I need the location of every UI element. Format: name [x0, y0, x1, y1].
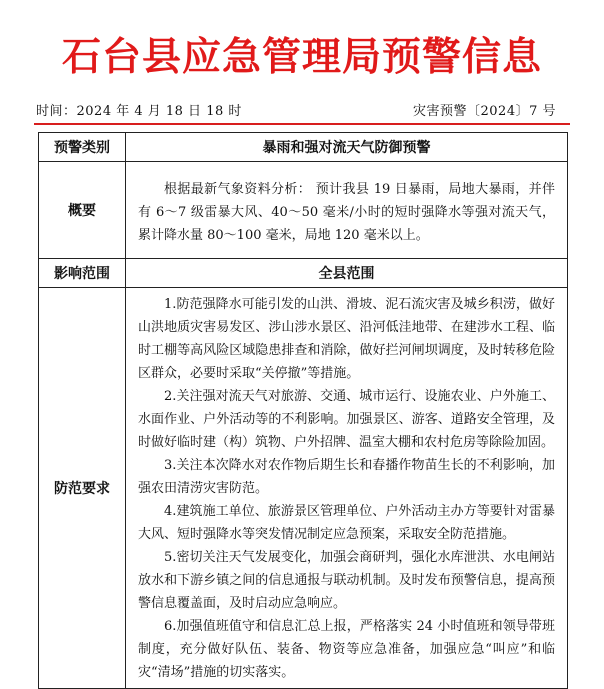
header-divider	[34, 123, 570, 125]
document-title: 石台县应急管理局预警信息	[61, 34, 542, 80]
measure-item: 5.密切关注天气发展变化，加强会商研判，强化水库泄洪、水电闸站放水和下游乡镇之间的信息通报与联动机制。及时发布预警信息，提高预警信息覆盖面，及时启动应急响应。	[138, 549, 555, 611]
category-label: 预警类别	[39, 133, 126, 162]
scope-value: 全县范围	[126, 259, 568, 288]
measures-cell	[126, 288, 568, 689]
scope-label: 影响范围	[39, 259, 126, 288]
measure-item: 2.关注强对流天气对旅游、交通、城市运行、设施农业、户外施工、水面作业、户外活动等的不利影响。加强景区、游客、道路安全管理，及时做好临时建（构）筑物、户外招牌、温室大棚和农村危房等除险加固。	[138, 388, 555, 450]
warning-table	[38, 132, 568, 689]
measures-label: 防范要求	[39, 288, 126, 689]
table-row-measures	[39, 288, 568, 689]
measure-item: 6.加强值班值守和信息汇总上报，严格落实 24 小时值班和领导带班制度，充分做好队伍、装备、物资等应急准备，加强应急“叫应”和临灾“清场”措施的切实落实。	[138, 618, 555, 680]
measure-item: 4.建筑施工单位、旅游景区管理单位、户外活动主办方等要针对雷暴大风、短时强降水等突发情况制定应急预案，采取安全防范措施。	[138, 503, 555, 542]
issue-number: 灾害预警〔2024〕7 号	[413, 104, 556, 119]
table-row-overview	[39, 162, 568, 259]
table-row-scope	[39, 259, 568, 288]
table-row-category	[39, 133, 568, 162]
overview-text: 根据最新气象资料分析： 预计我县 19 日暴雨，局地大暴雨，并伴有 6～7 级雷暴大风、40～50 毫米/小时的短时强降水等强对流天气，累计降水量 80～100 毫米，局地 120 毫米以上。	[138, 181, 555, 243]
overview-cell	[126, 162, 568, 259]
category-value: 暴雨和强对流天气防御预警	[126, 133, 568, 162]
overview-label: 概要	[39, 162, 126, 259]
measure-item: 1.防范强降水可能引发的山洪、滑坡、泥石流灾害及城乡积涝，做好山洪地质灾害易发区、涉山涉水景区、沿河低洼地带、在建涉水工程、临时工棚等高风险区域隐患排查和消除，做好拦河闸坝调度，及时转移危险区群众，必要时采取“关停撤”等措施。	[138, 296, 555, 381]
measure-item: 3.关注本次降水对农作物后期生长和春播作物苗生长的不利影响，加强农田清涝灾害防范。	[138, 457, 555, 496]
issue-time: 时间：2024 年 4 月 18 日 18 时	[36, 104, 242, 119]
